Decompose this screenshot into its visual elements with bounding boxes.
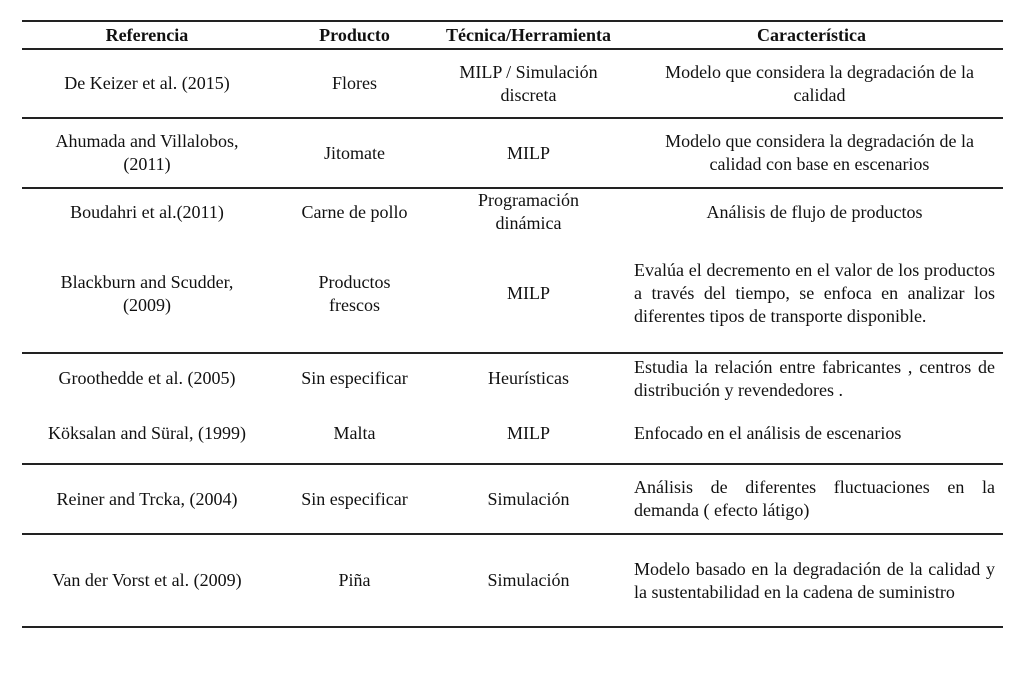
- cell-tecnica: Programación dinámica: [478, 190, 579, 233]
- cell-tecnica: MILP: [437, 118, 620, 188]
- cell-producto: Jitomate: [272, 118, 437, 188]
- cell-producto: Sin especificar: [301, 368, 408, 388]
- cell-referencia: Köksalan and Süral, (1999): [22, 403, 272, 464]
- cell-caracteristica: Modelo que considera la degradación de la calidad con base en escenarios: [620, 118, 1003, 188]
- cell-tecnica: Heurísticas: [488, 368, 569, 388]
- header-row: [22, 21, 1003, 49]
- table-row: [22, 464, 1003, 534]
- cell-caracteristica: Estudia la relación entre fabricantes , centros de distribución y revendedores .: [634, 356, 995, 400]
- header-caracteristica: Característica: [620, 21, 1003, 49]
- cell-caracteristica: Modelo basado en la degradación de la calidad y la sustentabilidad en la cadena de suministro: [620, 534, 1003, 627]
- cell-referencia: Blackburn and Scudder, (2009): [22, 235, 272, 353]
- literature-table-container: [22, 20, 1003, 628]
- cell-caracteristica: Enfocado en el análisis de escenarios: [620, 403, 1003, 464]
- cell-producto: Flores: [272, 49, 437, 118]
- cell-tecnica: MILP / Simulación discreta: [437, 49, 620, 118]
- cell-referencia: Reiner and Trcka, (2004): [22, 464, 272, 534]
- cell-referencia: De Keizer et al. (2015): [22, 49, 272, 118]
- cell-referencia: Van der Vorst et al. (2009): [22, 534, 272, 627]
- cell-referencia: Ahumada and Villalobos, (2011): [22, 118, 272, 188]
- cell-producto: Piña: [272, 534, 437, 627]
- cell-tecnica: Simulación: [437, 464, 620, 534]
- table-row: [22, 118, 1003, 188]
- cell-producto: Carne de pollo: [301, 201, 408, 222]
- cell-caracteristica: Análisis de diferentes fluctuaciones en la demanda ( efecto látigo): [620, 464, 1003, 534]
- table-row: [22, 403, 1003, 464]
- cell-caracteristica: Modelo que considera la degradación de la calidad: [620, 49, 1003, 118]
- cell-caracteristica: Análisis de flujo de productos: [706, 201, 923, 222]
- header-producto: Producto: [272, 21, 437, 49]
- cell-producto: Sin especificar: [272, 464, 437, 534]
- cell-tecnica: MILP: [437, 403, 620, 464]
- header-tecnica: Técnica/Herramienta: [437, 21, 620, 49]
- table-row: [22, 534, 1003, 627]
- cell-caracteristica: Evalúa el decremento en el valor de los productos a través del tiempo, se enfoca en analizar los diferentes tipos de transporte disponible.: [620, 235, 1003, 353]
- cell-referencia: Boudahri et al.(2011): [70, 201, 224, 222]
- literature-review-table: [22, 20, 1003, 628]
- table-row: [22, 188, 1003, 235]
- table-row: [22, 49, 1003, 118]
- cell-producto: Malta: [272, 403, 437, 464]
- cell-producto: Productos frescos: [272, 235, 437, 353]
- header-referencia: Referencia: [22, 21, 272, 49]
- table-row: [22, 235, 1003, 353]
- cell-tecnica: Simulación: [437, 534, 620, 627]
- cell-tecnica: MILP: [437, 235, 620, 353]
- table-row: [22, 353, 1003, 403]
- cell-referencia: Groothedde et al. (2005): [58, 368, 236, 388]
